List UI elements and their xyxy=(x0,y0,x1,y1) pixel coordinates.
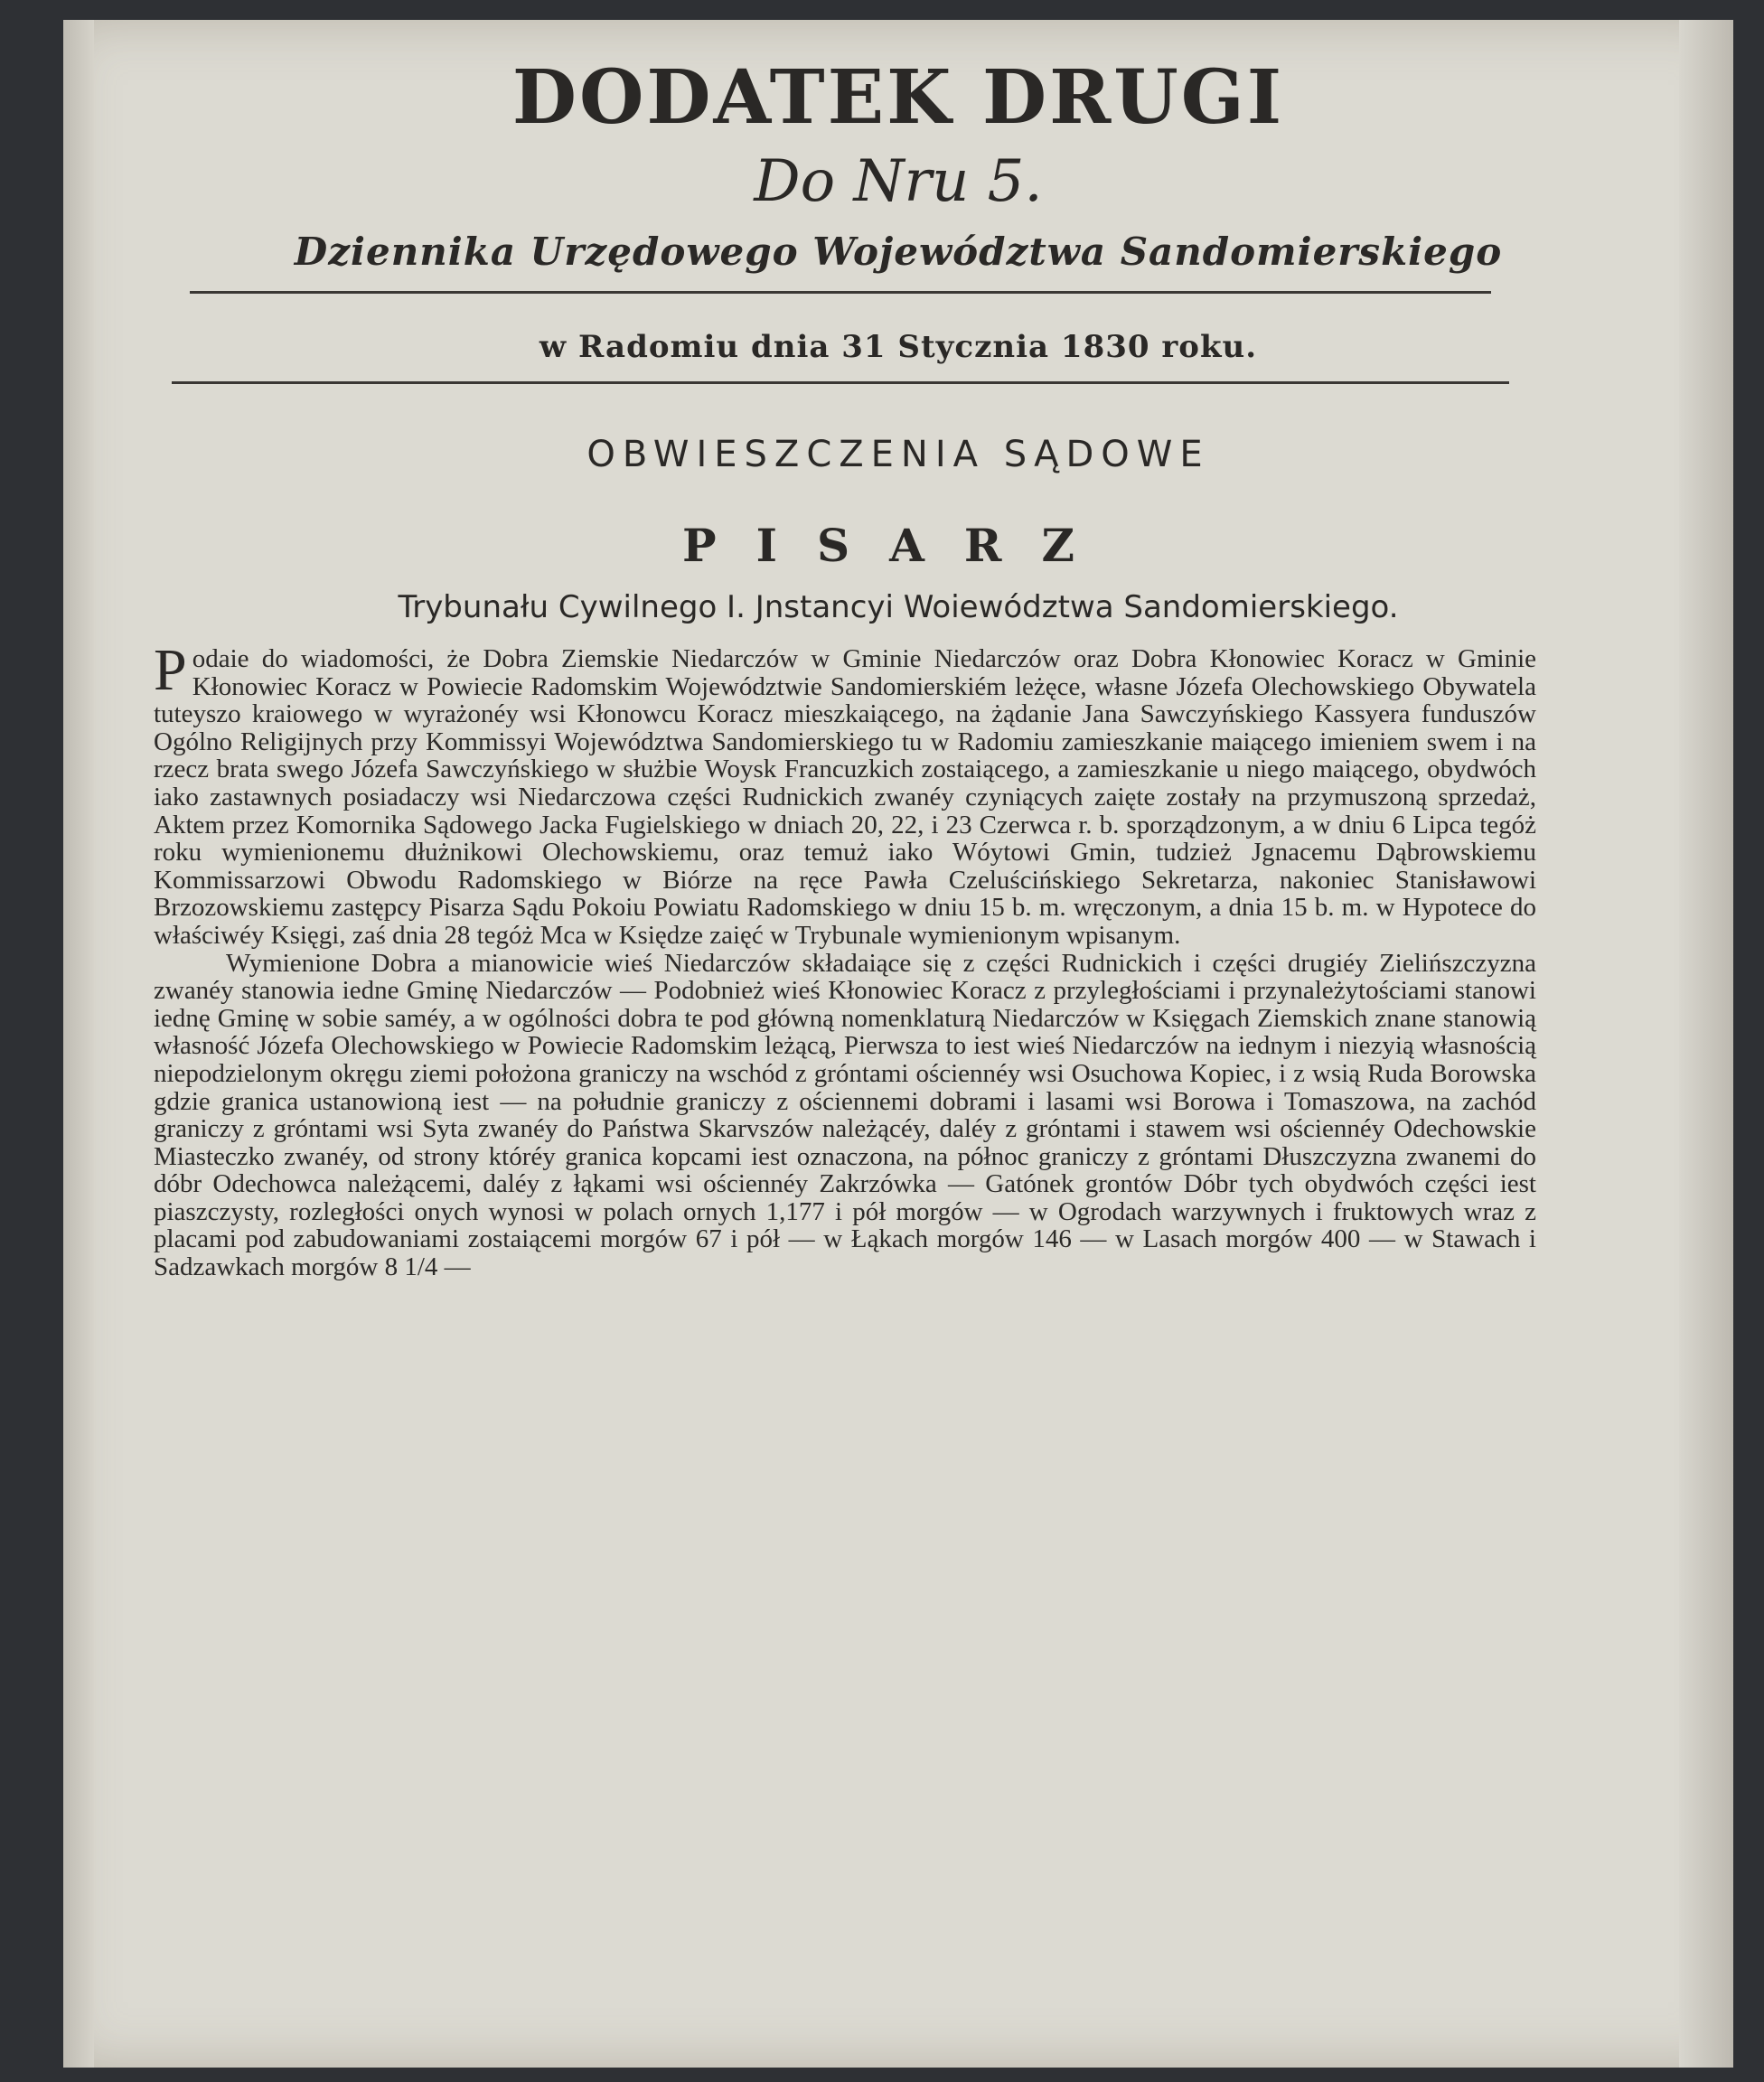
section-heading: OBWIESZCZENIA SĄDOWE xyxy=(586,434,1210,475)
journal-name: Dziennika Urzędowego Województwa Sandomierskiego xyxy=(294,230,1503,274)
issue-number: Do Nru 5. xyxy=(754,148,1043,215)
page-left-edge xyxy=(63,20,94,2068)
tribunal-heading: Trybunału Cywilnego I. Jnstancyi Woiewództwa Sandomierskiego. xyxy=(398,589,1399,625)
date-rule xyxy=(172,381,1509,384)
newspaper-page xyxy=(63,20,1733,2068)
notice-paragraph-2: Wymienione Dobra a mianowicie wieś Niedarczów składaiące się z części Rudnickich i części drugiéy Zielińszczyzna zwanéy stanowia iedne Gminę Niedarczów — Podobnież wieś Kłonowiec Koracz z przyległościami i przynależytościami stanowi iednę Gminę w sobie saméy, a w ogólności dobra te pod główną nomenklaturą Niedarczów w Księgach Ziemskich znane stanowią własność Józefa Olechowskiego w Powiecie Radomskim leżącą, Pierwsza to iest wieś Niedarczów na iednym i niezyią własnością niepodzielonym okręgu ziemi położona graniczy na wschód z gróntami ościennéy wsi Osuchowa Kopiec, i z wsią Ruda Borowska gdzie granica ustanowioną iest — na południe graniczy z ościennemi dobrami i lasami wsi Borowa i Tomaszowa, na zachód graniczy z gróntami wsi Syta zwanéy do Państwa Skarvszów należącéy, daléy z gróntami i stawem wsi ościennéy Odechowskie Miasteczko zwanéy, od strony któréy granica kopcami iest oznaczona, na północ graniczy z gróntami Dłuszczyzna zwanemi do dóbr Odechowca należącemi, daléy z łąkami wsi ościennéy Zakrzówka — Gatónek grontów Dóbr tych obydwóch części iest piaszczysty, rozległości onych wynosi w polach ornych 1,177 i pół morgów — w Ogrodach warzywnych i fruktowych wraz z placami pod zabudowaniami zostaiącemi morgów 67 i pół — w Łąkach morgów 146 — w Lasach morgów 400 — w Stawach i Sadzawkach morgów 8 1/4 — xyxy=(154,948,1536,1282)
supplement-title: DODATEK DRUGI xyxy=(511,54,1285,141)
notice-body xyxy=(154,637,1536,1282)
top-rule xyxy=(190,291,1491,294)
pisarz-heading: PISARZ xyxy=(682,519,1114,572)
notice-paragraph-1: Podaie do wiadomości, że Dobra Ziemskie Niedarczów w Gminie Niedarczów oraz Dobra Kłonowiec Koracz w Gminie Kłonowiec Koracz w Powiecie Radomskim Województwie Sandomierskiém leżęce, własne Józefa Olechowskiego Obywatela tuteyszo kraiowego w wyrażonéy wsi Kłonowcu Koracz mieszkaiącego, na żądanie Jana Sawczyńskiego Kassyera funduszów Ogólno Religijnych przy Kommissyi Województwa Sandomierskiego tu w Radomiu zamieszkanie maiącego imieniem swem i na rzecz brata swego Józefa Sawczyńskiego w służbie Woysk Francuzkich zostaiącego, a zamieszkanie u niego maiącego, obydwóch iako zastawnych posiadaczy wsi Niedarczowa części Rudnickich zwanéy czyniących zaięte zostały na przymuszoną sprzedaż, Aktem przez Komornika Sądowego Jacka Fugielskiego w dniach 20, 22, i 23 Czerwca r. b. sporządzonym, a w dniu 6 Lipca tegóż roku wymienionemu dłużnikowi Olechowskiemu, oraz temuż iako Wóytowi Gmin, tudzież Jgnacemu Dąbrowskiemu Kommissarzowi Obwodu Radomskiego w Biórze na ręce Pawła Czeluścińskiego Sekretarza, nakoniec Stanisławowi Brzozowskiemu zastępcy Pisarza Sądu Pokoiu Powiatu Radomskiego w dniu 15 b. m. wręczonym, a dnia 15 b. m. w Hypotece do właściwéy Księgi, zaś dnia 28 tegóż Mca w Księdze zaięć w Trybunale wymienionym wpisanym. xyxy=(154,637,1536,950)
page-right-edge xyxy=(1679,20,1733,2068)
dateline: w Radomiu dnia 31 Stycznia 1830 roku. xyxy=(539,329,1258,365)
